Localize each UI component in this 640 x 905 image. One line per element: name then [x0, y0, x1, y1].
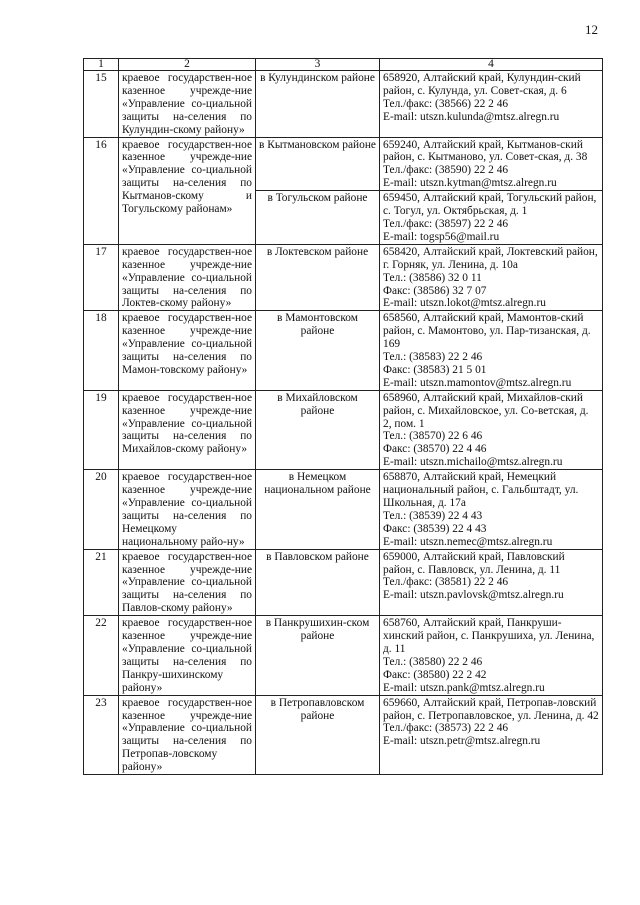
email-line: E-mail: utszn.mamontov@mtsz.alregn.ru [383, 376, 572, 389]
district-cell: в Павловском районе [256, 549, 380, 616]
page-number: 12 [585, 22, 598, 37]
table-row [84, 71, 603, 138]
row-number: 15 [84, 71, 119, 138]
email-line: E-mail: utszn.pavlovsk@mtsz.alregn.ru [383, 589, 564, 602]
district-cell: в Мамонтовском районе [256, 311, 380, 390]
row-number: 19 [84, 390, 119, 469]
district-cell: в Петропавловском районе [256, 695, 380, 774]
contacts-cell [380, 390, 603, 469]
email-line: E-mail: utszn.lokot@mtsz.alregn.ru [383, 297, 546, 310]
contact-line: Факс: (38570) 22 4 46 [383, 443, 487, 456]
contact-line: 659450, Алтайский край, Тогульский район, с. Тогул, ул. Октябрьская, д. 1 [383, 192, 597, 218]
column-header-contacts: 4 [380, 59, 603, 71]
contact-line: Тел./факс: (38566) 22 2 46 [383, 97, 509, 110]
contact-line: Тел.: (38580) 22 2 46 [383, 655, 483, 668]
contact-line: 658420, Алтайский край, Локтевский район, г. Горняк, ул. Ленина, д. 10а [383, 245, 598, 271]
contacts-cell [380, 191, 603, 245]
contact-line: 658560, Алтайский край, Мамонтов-ский район, с. Мамонтово, ул. Пар-тизанская, д. 169 [383, 312, 591, 351]
institution-name: краевое государствен-ное казенное учрежде-ние «Управление со-циальной защиты на-селения по Павлов-скому району» [119, 549, 256, 616]
email-line: E-mail: utszn.nemec@mtsz.alregn.ru [383, 535, 553, 548]
institution-name: краевое государствен-ное казенное учрежде-ние «Управление со-циальной защиты на-селения по Кытманов-скому и Тогульскому районам» [119, 137, 256, 244]
email-line: E-mail: togsp56@mail.ru [383, 230, 500, 243]
district-cell: в Локтевском районе [256, 244, 380, 311]
contacts-cell [380, 311, 603, 390]
row-number: 18 [84, 311, 119, 390]
contact-line: Тел./факс: (38573) 22 2 46 [383, 722, 509, 735]
district-cell: в Панкрушихин-ском районе [256, 616, 380, 695]
contact-line: Тел.: (38583) 22 2 46 [383, 351, 483, 364]
district-cell: в Кулундинском районе [256, 71, 380, 138]
row-number: 21 [84, 549, 119, 616]
contact-line: 659000, Алтайский край, Павловский район, с. Павловск, ул. Ленина, д. 11 [383, 550, 565, 576]
column-header-district: 3 [256, 59, 380, 71]
contact-line: Тел.: (38570) 22 6 46 [383, 430, 483, 443]
email-line: E-mail: utszn.petr@mtsz.alregn.ru [383, 735, 541, 748]
contact-line: 659240, Алтайский край, Кытманов-ский район, с. Кытманово, ул. Совет-ская, д. 38 [383, 138, 588, 164]
table-row [84, 311, 603, 390]
contact-line: Факс: (38586) 32 7 07 [383, 284, 487, 297]
row-number: 20 [84, 470, 119, 549]
table-row [84, 695, 603, 774]
institution-name: краевое государствен-ное казенное учрежде-ние «Управление со-циальной защиты на-селения по Немецкому национальному райо-ну» [119, 470, 256, 549]
contact-line: Тел./факс: (38590) 22 2 46 [383, 164, 509, 177]
table-row [84, 137, 603, 191]
district-cell: в Немецком национальном районе [256, 470, 380, 549]
table-row [84, 470, 603, 549]
contact-line: Факс: (38580) 22 2 42 [383, 668, 487, 681]
table-body [84, 71, 603, 775]
institution-name: краевое государствен-ное казенное учрежде-ние «Управление со-циальной защиты на-селения по Мамон-товскому району» [119, 311, 256, 390]
contacts-cell [380, 137, 603, 191]
institution-name: краевое государствен-ное казенное учрежде-ние «Управление со-циальной защиты на-селения по Михайлов-скому району» [119, 390, 256, 469]
contact-line: 658960, Алтайский край, Михайлов-ский район, с. Михайловское, ул. Со-ветская, д. 2, пом. 1 [383, 391, 589, 430]
institution-name: краевое государствен-ное казенное учрежде-ние «Управление со-циальной защиты на-селения по Панкру-шихинскому району» [119, 616, 256, 695]
contact-line: 658760, Алтайский край, Панкруши-хинский район, с. Панкрушиха, ул. Ленина, д. 11 [383, 617, 595, 655]
contact-line: 658920, Алтайский край, Кулундин-ский район, с. Кулунда, ул. Совет-ская, д. 6 [383, 72, 581, 97]
contacts-cell [380, 549, 603, 616]
row-number: 17 [84, 244, 119, 311]
contact-line: Факс: (38539) 22 4 43 [383, 522, 487, 535]
contact-line: Тел./факс: (38581) 22 2 46 [383, 576, 509, 589]
table-row [84, 616, 603, 695]
email-line: E-mail: utszn.pank@mtsz.alregn.ru [383, 681, 545, 694]
district-cell: в Михайловском районе [256, 390, 380, 469]
contact-line: Тел.: (38586) 32 0 11 [383, 271, 482, 284]
district-cell: в Тогульском районе [256, 191, 380, 245]
row-number: 23 [84, 695, 119, 774]
institution-name: краевое государствен-ное казенное учрежде-ние «Управление со-циальной защиты на-селения по Кулундин-скому району» [119, 71, 256, 138]
table-row [84, 549, 603, 616]
row-number: 16 [84, 137, 119, 244]
email-line: E-mail: utszn.kulunda@mtsz.alregn.ru [383, 110, 560, 123]
email-line: E-mail: utszn.michailo@mtsz.alregn.ru [383, 456, 563, 469]
contacts-cell [380, 470, 603, 549]
contact-line: Тел.: (38539) 22 4 43 [383, 509, 483, 522]
contacts-cell [380, 244, 603, 311]
contacts-cell [380, 616, 603, 695]
contacts-cell [380, 695, 603, 774]
column-header-institution: 2 [119, 59, 256, 71]
table-row [84, 390, 603, 469]
institutions-table [83, 58, 603, 775]
row-number: 22 [84, 616, 119, 695]
header-row [84, 59, 603, 71]
contact-line: 658870, Алтайский край, Немецкий национальный район, с. Гальбштадт, ул. Школьная, д. 17а [383, 471, 579, 509]
table-row [84, 244, 603, 311]
contact-line: Факс: (38583) 21 5 01 [383, 363, 487, 376]
institution-name: краевое государствен-ное казенное учрежде-ние «Управление со-циальной защиты на-селения по Локтев-скому району» [119, 244, 256, 311]
contact-line: 659660, Алтайский край, Петропав-ловский район, с. Петропавловское, ул. Ленина, д. 42 [383, 696, 599, 722]
contacts-cell [380, 71, 603, 138]
institution-name: краевое государствен-ное казенное учрежде-ние «Управление со-циальной защиты на-селения по Петропав-ловскому району» [119, 695, 256, 774]
column-header-number: 1 [84, 59, 119, 71]
district-cell: в Кытмановском районе [256, 137, 380, 191]
email-line: E-mail: utszn.kytman@mtsz.alregn.ru [383, 177, 557, 190]
contact-line: Тел./факс: (38597) 22 2 46 [383, 217, 509, 230]
